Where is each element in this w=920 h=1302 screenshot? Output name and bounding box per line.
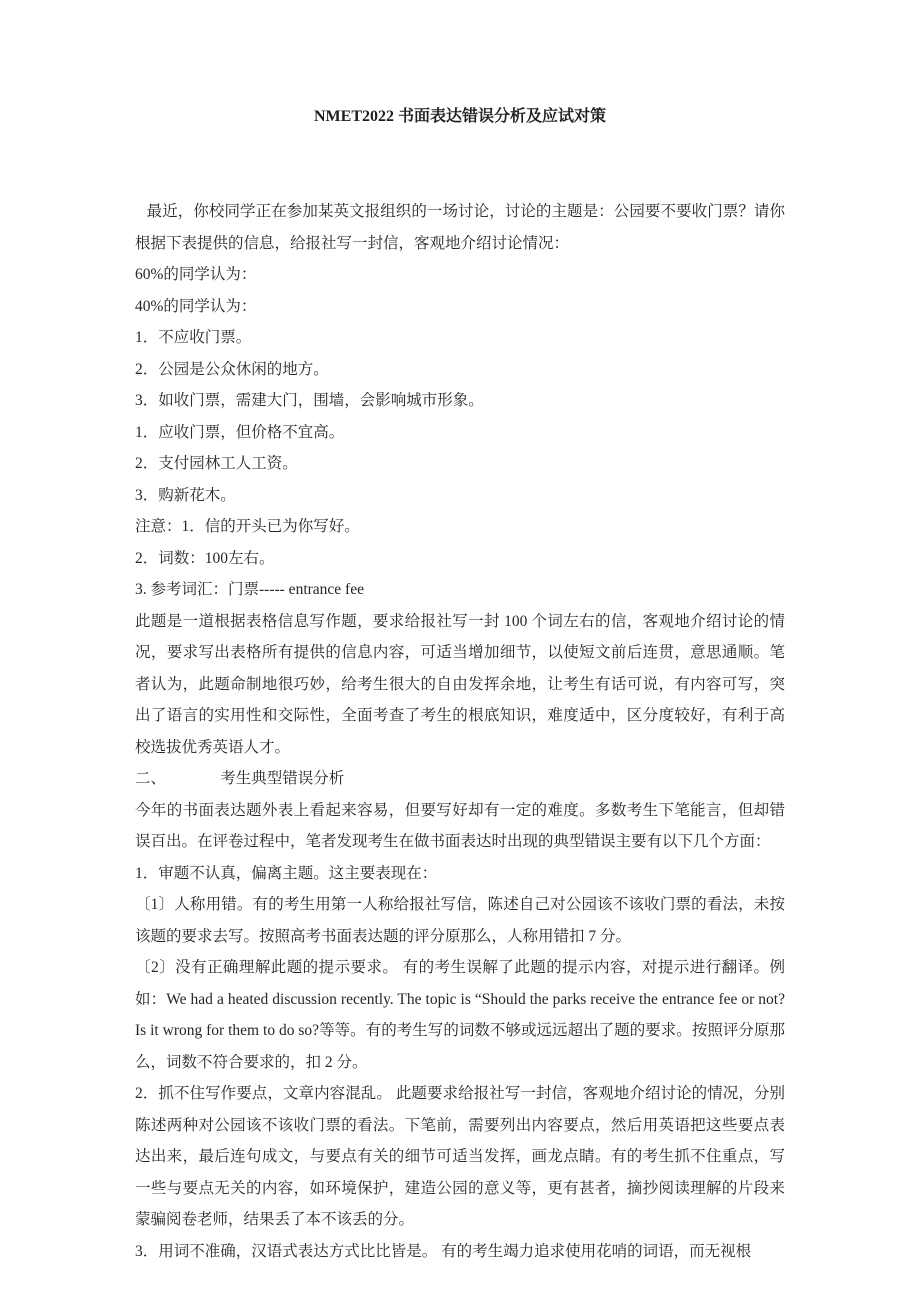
paragraph-task-intro: 最近，你校同学正在参加某英文报组织的一场讨论，讨论的主题是：公园要不要收门票？请你根据下表提供的信息，给报社写一封信，客观地介绍讨论情况： bbox=[135, 203, 785, 252]
error-point-3-partial: 3．用词不准确，汉语式表达方式比比皆是。 有的考生竭力追求使用花哨的词语，而无视根 bbox=[135, 1242, 752, 1260]
note-item-1: 注意：1．信的开头已为你写好。 bbox=[135, 518, 360, 535]
note-item-3-reference-words: 3. 参考词汇：门票----- entrance fee bbox=[135, 581, 364, 598]
list-item-for-2: 2．支付园林工人工资。 bbox=[135, 455, 298, 472]
list-item-against-1: 1．不应收门票。 bbox=[135, 329, 252, 346]
error-point-1-heading: 1．审题不认真，偏离主题。这主要表现在： bbox=[135, 864, 438, 882]
line-opinion-60-percent: 60%的同学认为： bbox=[135, 266, 257, 283]
document-title: NMET2022 书面表达错误分析及应试对策 bbox=[313, 108, 606, 125]
paragraph-overview: 今年的书面表达题外表上看起来容易，但要写好却有一定的难度。多数考生下笔能言，但却错误百出。在评卷过程中，笔者发现考生在做书面表达时出现的典型错误主要有以下几个方面： bbox=[135, 801, 785, 850]
note-item-2: 2．词数：100左右。 bbox=[135, 549, 275, 567]
paragraph-question-commentary: 此题是一道根据表格信息写作题，要求给报社写一封 100 个词左右的信，客观地介绍讨论的情况，要求写出表格所有提供的信息内容，可适当增加细节，以使短文前后连贯，意思通顺。笔者认为，此题命制地很巧妙，给考生很大的自由发挥余地，让考生有话可说，有内容可写，突出了语言的实用性和交际性，全面考查了考生的根底知识，难度适中，区分度较好，有利于高校选拔优秀英语人才。 bbox=[135, 612, 785, 756]
list-item-against-3: 3．如收门票，需建大门，围墙，会影响城市形象。 bbox=[135, 392, 484, 409]
error-point-1-sub-1: 〔1〕人称用错。有的考生用第一人称给报社写信，陈述自己对公园该不该收门票的看法，未按该题的要求去写。按照高考书面表达题的评分原那么，人称用错扣 7 分。 bbox=[135, 896, 785, 945]
error-point-1-sub-2: 〔2〕没有正确理解此题的提示要求。 有的考生误解了此题的提示内容，对提示进行翻译。例如：We had a heated discussion recently. The topic is “Should the parks receive the entrance fee or not? Is it wrong for them to do so?等等。有的考生写的词数不够或远远超出了题的要求。按照评分原那么，词数不符合要求的，扣 2 分。 bbox=[135, 959, 785, 1071]
error-point-2: 2．抓不住写作要点，文章内容混乱。 此题要求给报社写一封信，客观地介绍讨论的情况，分别陈述两种对公园该不该收门票的看法。下笔前，需要列出内容要点，然后用英语把这些要点表达出来，最后连句成文，与要点有关的细节可适当发挥，画龙点睛。有的考生抓不住重点，写一些与要点无关的内容，如环境保护，建造公园的意义等，更有甚者，摘抄阅读理解的片段来蒙骗阅卷老师，结果丢了本不该丢的分。 bbox=[135, 1085, 785, 1228]
document-body bbox=[135, 196, 785, 1267]
list-item-against-2: 2．公园是公众休闲的地方。 bbox=[135, 360, 329, 378]
section-heading-error-analysis: 二、 考生典型错误分析 bbox=[135, 770, 345, 787]
list-item-for-3: 3．购新花木。 bbox=[135, 486, 236, 504]
list-item-for-1: 1．应收门票，但价格不宜高。 bbox=[135, 423, 345, 441]
line-opinion-40-percent: 40%的同学认为： bbox=[135, 297, 257, 315]
